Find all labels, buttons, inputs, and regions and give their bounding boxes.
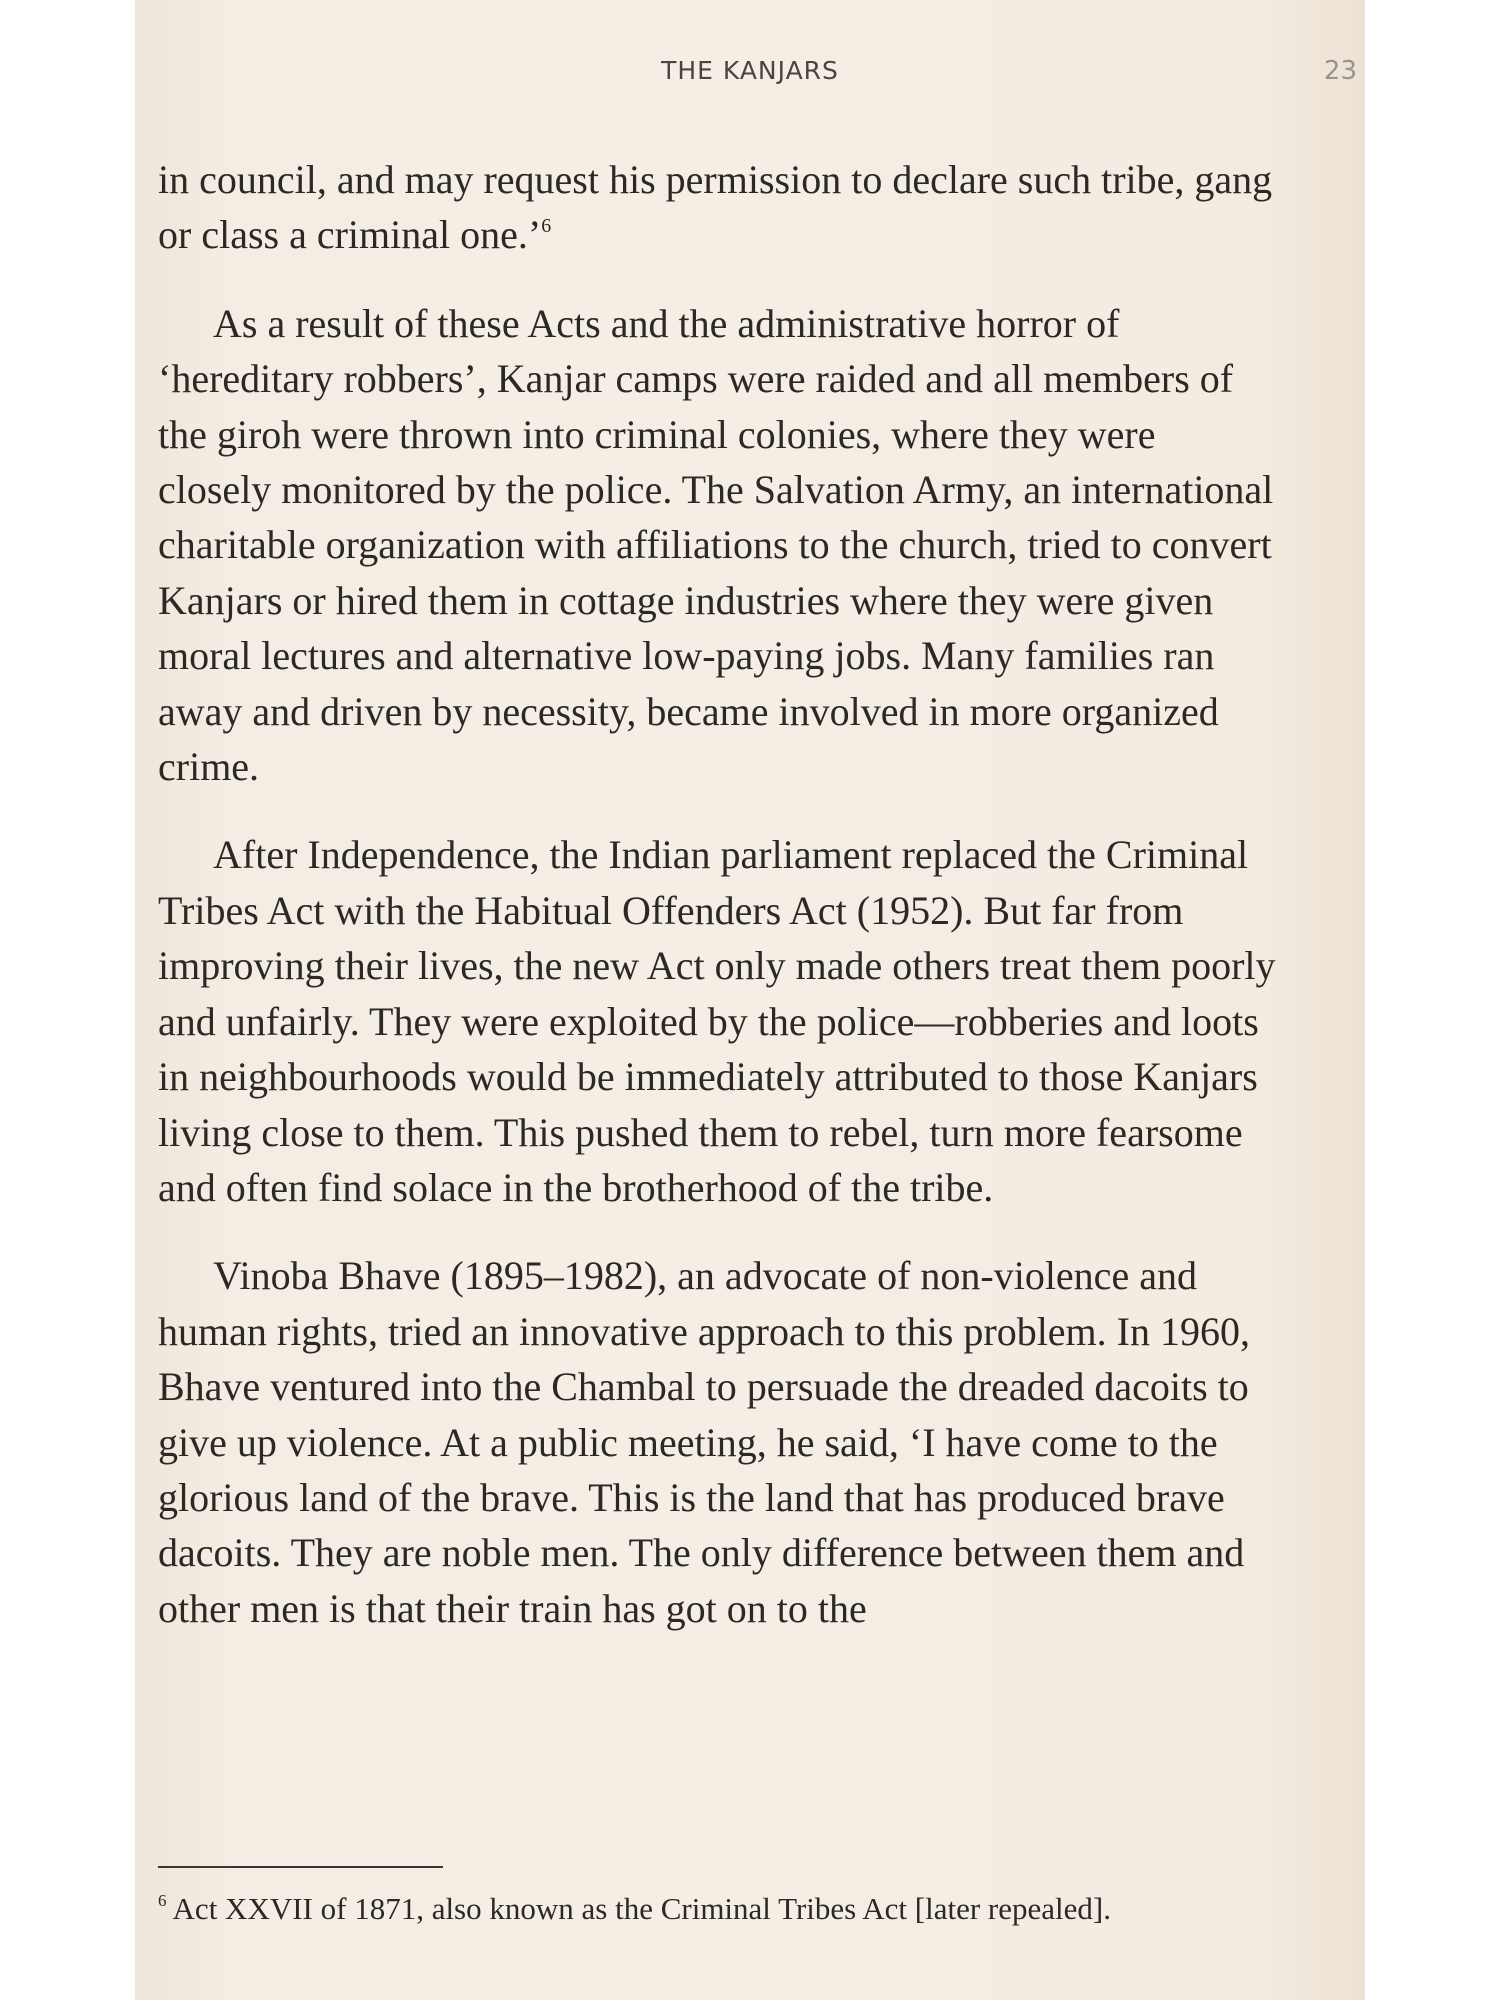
body-text: [158, 152, 1278, 1636]
book-page: [135, 0, 1365, 2000]
paragraph-text: in council, and may request his permission to declare such tribe, gang or class a criminal one.’: [158, 157, 1273, 258]
paragraph: Vinoba Bhave (1895–1982), an advocate of non-violence and human rights, tried an innovative approach to this problem. In 1960, Bhave ventured into the Chambal to persuade the dreaded dacoits to give up violence. At a public meeting, he said, ‘I have come to the glorious land of the brave. This is the land that has produced brave dacoits. They are noble men. The only difference between them and other men is that their train has got on to the: [158, 1253, 1250, 1631]
footnote-text: Act XXVII of 1871, also known as the Criminal Tribes Act [later repealed].: [172, 1891, 1111, 1926]
paragraph: After Independence, the Indian parliament replaced the Criminal Tribes Act with the Habitual Offenders Act (1952). But far from improving their lives, the new Act only made others treat them poorly and unfairly. They were exploited by the police—robberies and loots in neighbourhoods would be immediately attributed to those Kanjars living close to them. This pushed them to rebel, turn more fearsome and often find solace in the brotherhood of the tribe.: [158, 832, 1276, 1210]
paragraph-continuation: [158, 152, 1278, 263]
page-header: [135, 56, 1365, 96]
footnote-reference: 6: [541, 215, 552, 238]
page-number: 23: [1323, 56, 1357, 86]
running-head: THE KANJARS: [661, 56, 839, 85]
footnote-divider: [158, 1866, 443, 1868]
paragraph: As a result of these Acts and the administrative horror of ‘hereditary robbers’, Kanjar camps were raided and all members of the giroh were thrown into criminal colonies, where they were closely monitored by the police. The Salvation Army, an international charitable organization with affiliations to the church, tried to convert Kanjars or hired them in cottage industries where they were given moral lectures and alternative low-paying jobs. Many families ran away and driven by necessity, became involved in more organized crime.: [158, 300, 1274, 790]
footnote-number: 6: [158, 1891, 167, 1910]
footnote: [158, 1885, 1258, 1933]
